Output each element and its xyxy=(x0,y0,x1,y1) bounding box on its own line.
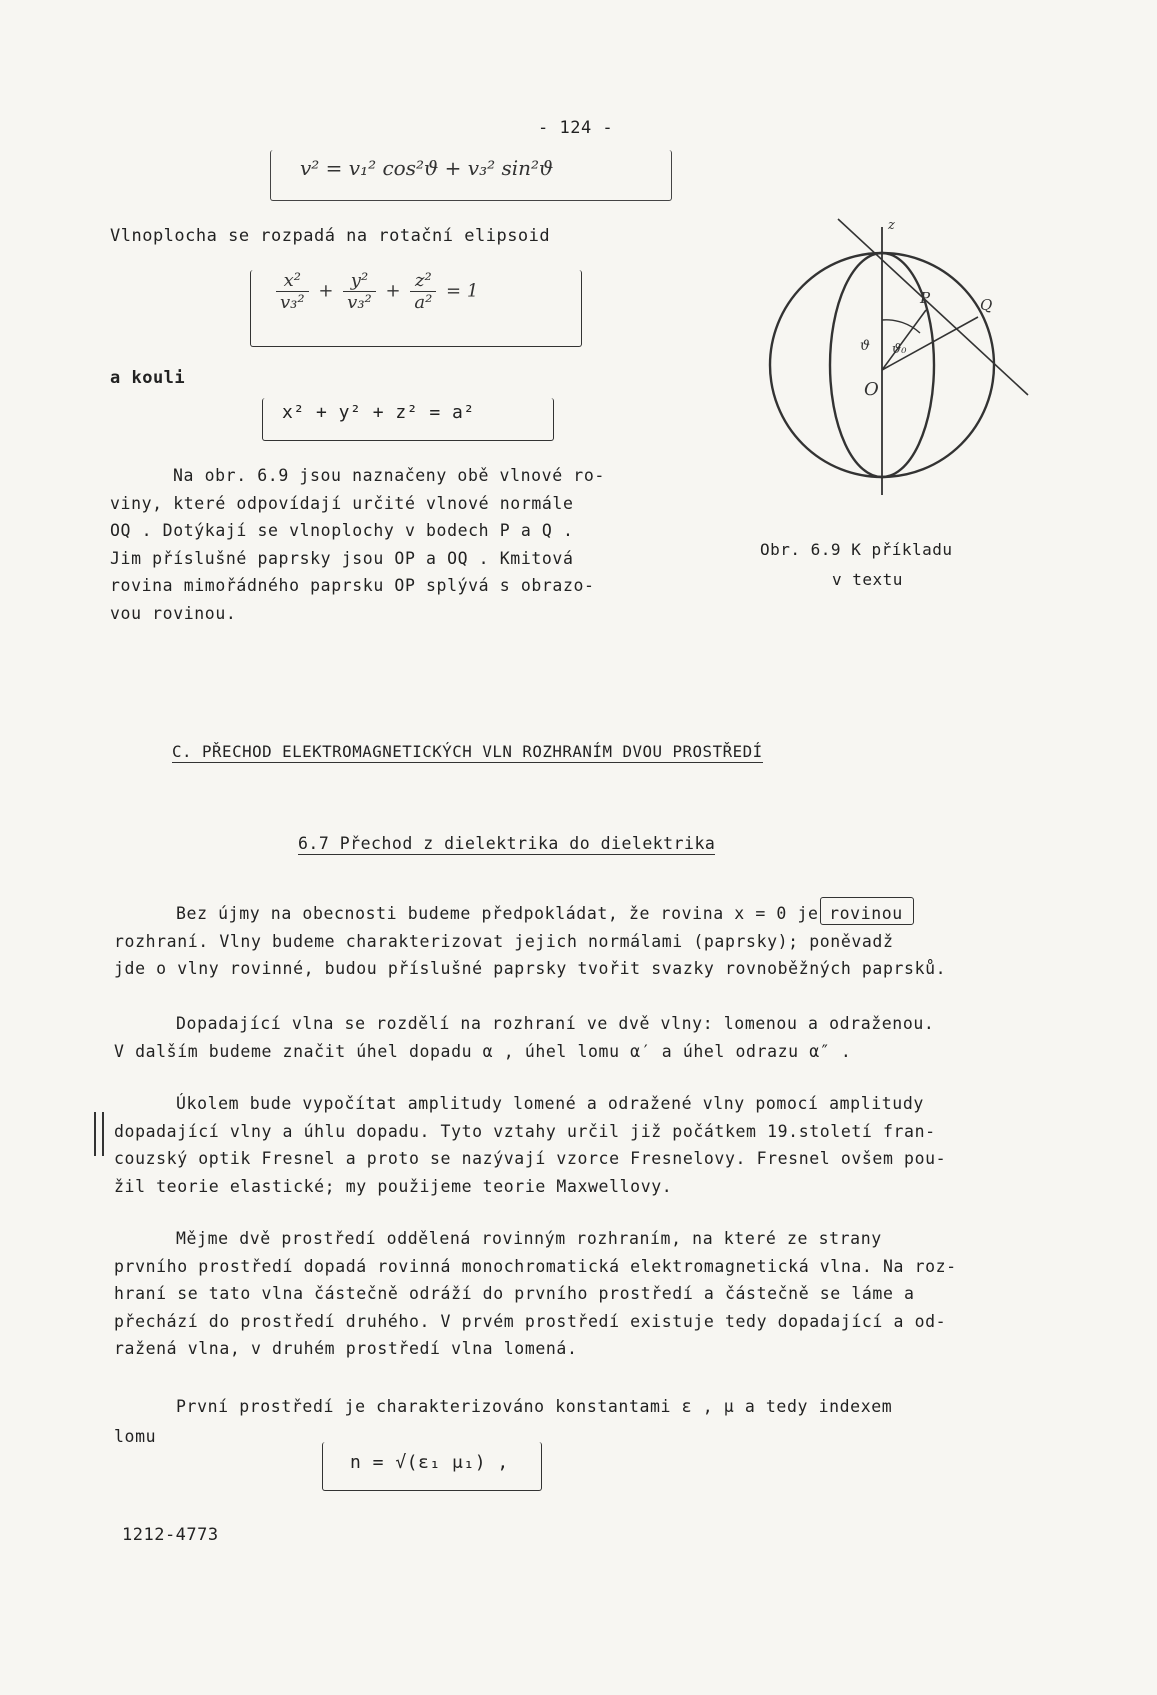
ellipsoid-term-y: $\frac{\text{y²}}{\text{v₃²}}$ xyxy=(343,270,376,313)
ellipsoid-equation: $\frac{\text{x²}}{\text{v₃²}}$ + $\frac{\text{y²}}{\text{v₃²}}$ + $\frac{\text{z²}}{\text{a²}}$ = 1 xyxy=(272,270,478,313)
text-line: Mějme dvě prostředí oddělená rovinným rozhraním, na které ze strany xyxy=(176,1229,882,1248)
boundary-condition-box xyxy=(820,897,914,925)
text-line: OQ . Dotýkají se vlnoplochy v bodech P a Q . xyxy=(110,521,574,541)
text-line: V dalším budeme značit úhel dopadu α , úhel lomu α′ a úhel odrazu α″ . xyxy=(114,1041,852,1061)
label-theta2: ϑ₀ xyxy=(892,342,907,357)
section-heading: C. PŘECHOD ELEKTROMAGNETICKÝCH VLN ROZHRANÍM DVOU PROSTŘEDÍ xyxy=(172,742,763,761)
text-line: dopadající vlny a úhlu dopadu. Tyto vztahy určil již počátkem 19.století fran- xyxy=(114,1121,936,1141)
text-line: Jim příslušné paprsky jsou OP a OQ . Kmitová xyxy=(110,548,574,568)
paragraph-3 xyxy=(114,1090,946,1200)
text-line: jde o vlny rovinné, budou příslušné paprsky tvořit svazky rovnoběžných paprsků. xyxy=(114,959,947,979)
label-P: P xyxy=(920,289,931,307)
text-ellipsoid: Vlnoplocha se rozpadá na rotační elipsoid xyxy=(110,226,551,246)
text-line: žil teorie elastické; my použijeme teorie Maxwellovy. xyxy=(114,1176,673,1196)
ray-OP xyxy=(882,310,926,370)
sphere-equation: x² + y² + z² = a² xyxy=(282,402,475,423)
footer-code: 1212-4773 xyxy=(122,1525,219,1545)
text-line: ražená vlna, v druhém prostředí vlna lomená. xyxy=(114,1339,578,1359)
label-theta: ϑ xyxy=(860,338,871,354)
text-line: rozhraní. Vlny budeme charakterizovat jejich normálami (paprsky); poněvadž xyxy=(114,931,894,951)
ellipsoid-term-x: $\frac{\text{x²}}{\text{v₃²}}$ xyxy=(276,270,309,313)
label-Q: Q xyxy=(980,296,993,314)
text-line: První prostředí je charakterizováno konstantami ε , μ a tedy indexem xyxy=(176,1397,893,1416)
index-equation: n = √(ε₁ μ₁) , xyxy=(350,1452,509,1473)
text-line: Bez újmy na obecnosti budeme předpokládat, že rovina x = 0 je rovinou xyxy=(176,904,903,923)
text-line: vou rovinou. xyxy=(110,603,237,623)
text-line: Dopadající vlna se rozdělí na rozhraní ve dvě vlny: lomenou a odraženou. xyxy=(176,1014,935,1033)
text-line: přechází do prostředí druhého. V prvém prostředí existuje tedy dopadající a od- xyxy=(114,1311,947,1331)
text-line: couzský optik Fresnel a proto se nazývají vzorce Fresnelovy. Fresnel ovšem pou- xyxy=(114,1149,947,1169)
text-line: lomu xyxy=(114,1427,157,1446)
figure-paragraph xyxy=(110,462,605,628)
text-line: hraní se tato vlna částečně odráží do prvního prostředí a částečně se láme a xyxy=(114,1284,915,1304)
text-line: Úkolem bude vypočítat amplitudy lomené a odražené vlny pomocí amplitudy xyxy=(176,1094,924,1113)
text-sphere: a kouli xyxy=(110,368,186,388)
label-O: O xyxy=(864,379,879,400)
paragraph-4 xyxy=(114,1225,957,1363)
figure-caption-line1: Obr. 6.9 K příkladu xyxy=(760,540,953,559)
ellipsoid-term-z: $\frac{\text{z²}}{\text{a²}}$ xyxy=(410,270,436,313)
margin-mark xyxy=(94,1112,104,1156)
figure-6-9 xyxy=(760,205,1060,505)
subsection-heading: 6.7 Přechod z dielektrika do dielektrika xyxy=(298,834,716,853)
paragraph-2 xyxy=(114,1010,934,1065)
text-line: viny, které odpovídají určité vlnové normále xyxy=(110,493,574,513)
page-number: - 124 - xyxy=(538,118,614,138)
text-line: rovina mimořádného paprsku OP splývá s obrazo- xyxy=(110,576,595,596)
text-line: Na obr. 6.9 jsou naznačeny obě vlnové ro- xyxy=(173,466,605,485)
velocity-equation: v² = v₁² cos²ϑ + v₃² sin²ϑ xyxy=(300,156,554,180)
label-z: z xyxy=(888,218,895,233)
text-line: prvního prostředí dopadá rovinná monochromatická elektromagnetická vlna. Na roz- xyxy=(114,1256,957,1276)
figure-caption-line2: v textu xyxy=(832,570,903,589)
